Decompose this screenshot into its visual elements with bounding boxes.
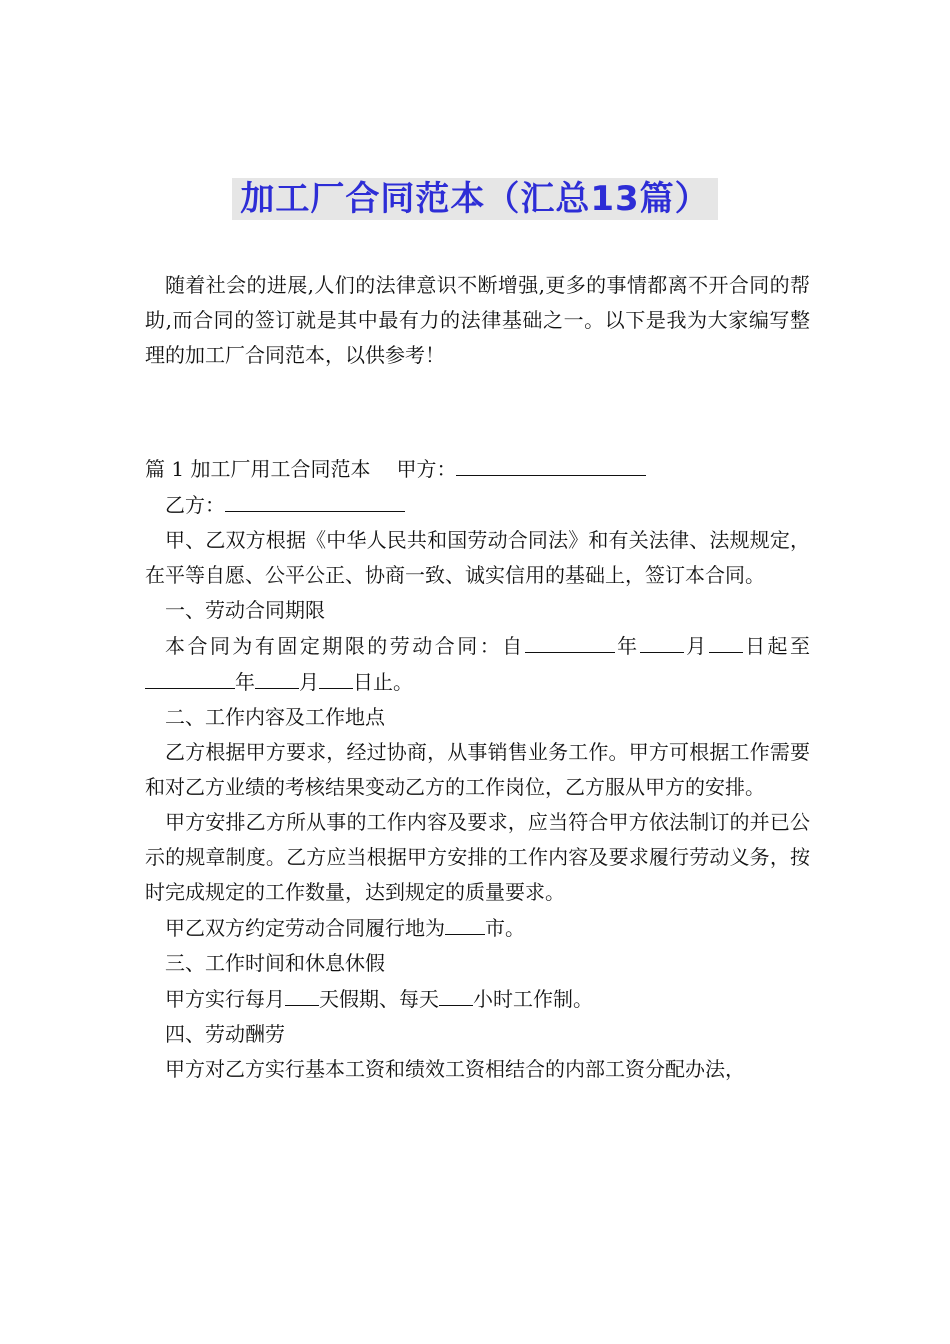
day-from-label: 日起至 (742, 634, 811, 658)
end-month-blank (255, 664, 299, 689)
preamble-paragraph: 甲、乙双方根据《中华人民共和国劳动合同法》和有关法律、法规规定，在平等自愿、公平公正、协商一致、诚实信用的基础上，签订本合同。 (145, 528, 810, 587)
hours-text-b: 天假期、每天 (319, 987, 439, 1011)
party-a-label: 甲方： (396, 457, 457, 481)
section-heading-line (145, 451, 810, 487)
month-label: 月 (299, 670, 319, 694)
contract-body (145, 451, 810, 1087)
end-day-blank (319, 664, 353, 689)
work-paragraph-2: 甲方安排乙方所从事的工作内容及要求，应当符合甲方依法制订的并已公示的规章制度。乙方应当根据甲方安排的工作内容及要求履行劳动义务，按时完成规定的工作数量，达到规定的质量要求。 (145, 810, 810, 904)
intro-paragraph: 随着社会的进展,人们的法律意识不断增强,更多的事情都离不开合同的帮助,而合同的签订就是其中最有力的法律基础之一。以下是我为大家编写整理的加工厂合同范本，以供参考！ (145, 273, 810, 367)
work-paragraph-3 (145, 910, 810, 946)
pay-paragraph-1: 甲方对乙方实行基本工资和绩效工资相结合的内部工资分配办法， (165, 1057, 745, 1081)
title-block (0, 178, 950, 220)
term-text: 本合同为有固定期限的劳动合同：自 (165, 634, 525, 658)
start-month-blank (640, 628, 684, 653)
year-label: 年 (235, 670, 255, 694)
hours-blank (439, 981, 473, 1006)
start-day-blank (709, 628, 743, 653)
pay-heading: 四、劳动酬劳 (165, 1022, 285, 1046)
work-paragraph-1: 乙方根据甲方要求，经过协商，从事销售业务工作。甲方可根据工作需要和对乙方业绩的考核结果变动乙方的工作岗位，乙方服从甲方的安排。 (145, 740, 810, 799)
work-heading: 二、工作内容及工作地点 (165, 705, 385, 729)
days-blank (285, 981, 319, 1006)
party-b-label: 乙方： (165, 493, 225, 517)
end-year-blank (145, 664, 235, 689)
party-b-line (145, 487, 810, 523)
start-year-blank (525, 628, 615, 653)
term-paragraph (145, 628, 810, 700)
city-blank (445, 910, 485, 935)
document-title: 加工厂合同范本（汇总13篇） (232, 178, 717, 220)
work-location-text: 甲乙双方约定劳动合同履行地为 (165, 916, 445, 940)
hours-paragraph (145, 981, 810, 1017)
hours-text-c: 小时工作制。 (473, 987, 593, 1011)
party-b-blank (225, 487, 405, 512)
city-suffix: 市。 (485, 916, 525, 940)
day-to-label: 日止。 (353, 670, 413, 694)
month-label: 月 (683, 634, 709, 658)
year-label: 年 (614, 634, 640, 658)
hours-text-a: 甲方实行每月 (165, 987, 285, 1011)
party-a-blank (456, 451, 646, 476)
section-heading: 篇 1 加工厂用工合同范本 (145, 457, 371, 481)
hours-heading: 三、工作时间和休息休假 (165, 951, 385, 975)
term-heading: 一、劳动合同期限 (165, 598, 325, 622)
